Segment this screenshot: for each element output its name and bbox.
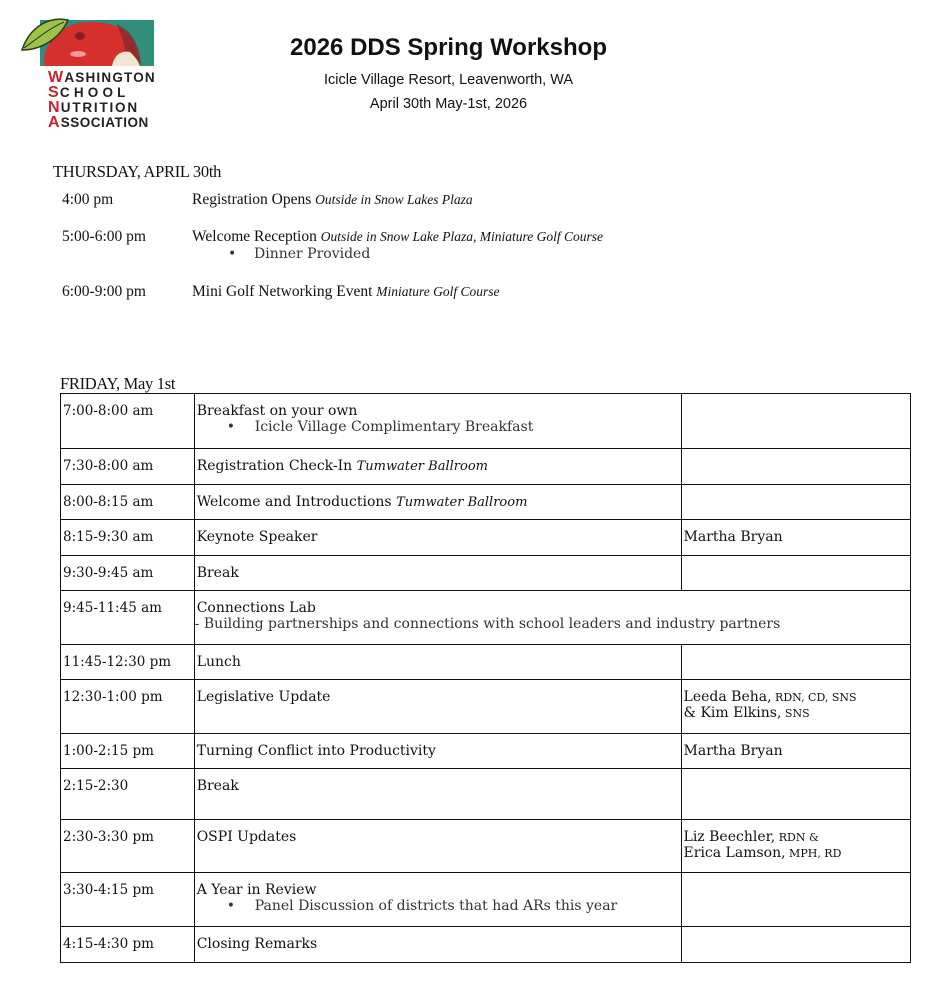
speaker-line xyxy=(684,845,908,861)
event-time: 4:00 pm xyxy=(62,191,114,208)
time-cell: 7:00-8:00 am xyxy=(61,394,195,449)
event-cell xyxy=(194,556,681,591)
table-row xyxy=(61,485,911,520)
logo-cap-letter: S xyxy=(48,84,60,101)
bullet-item xyxy=(228,246,370,262)
event-location: Outside in Snow Lakes Plaza xyxy=(315,192,473,207)
event-description: - Building partnerships and connections with school leaders and industry partners xyxy=(194,616,781,632)
event-title-line xyxy=(192,191,473,209)
event-cell xyxy=(194,394,681,449)
table-row xyxy=(61,769,911,820)
speaker-cell xyxy=(681,520,910,556)
event-title: Welcome Reception xyxy=(192,228,317,245)
event-title: Closing Remarks xyxy=(196,936,318,952)
event-cell xyxy=(194,734,681,769)
event-title: Mini Golf Networking Event xyxy=(192,283,373,300)
page-title: 2026 DDS Spring Workshop xyxy=(290,34,607,61)
table-row xyxy=(61,927,911,963)
friday-schedule-table xyxy=(60,393,911,963)
table-row xyxy=(61,520,911,556)
event-cell xyxy=(194,873,681,927)
speaker-cell xyxy=(681,680,910,734)
logo-word: SSOCIATION xyxy=(60,115,149,130)
table-row xyxy=(61,680,911,734)
table-row xyxy=(61,645,911,680)
event-title: Break xyxy=(196,565,239,581)
speaker-cell xyxy=(681,449,910,485)
event-location: Icicle Village Resort, Leavenworth, WA xyxy=(323,72,574,88)
event-title: Break xyxy=(196,778,239,794)
table-row xyxy=(61,820,911,873)
event-cell xyxy=(194,449,681,485)
speaker-line xyxy=(684,829,908,845)
logo-cap-letter: A xyxy=(48,114,61,131)
speaker-cell xyxy=(681,927,910,963)
event-title-line xyxy=(192,228,603,246)
event-cell xyxy=(194,645,681,680)
time-cell: 2:15-2:30 xyxy=(61,769,195,820)
time-cell: 9:30-9:45 am xyxy=(61,556,195,591)
event-time: 5:00-6:00 pm xyxy=(62,228,146,245)
time-cell: 12:30-1:00 pm xyxy=(61,680,195,734)
logo-cap-letter: W xyxy=(48,69,65,86)
time-cell: 7:30-8:00 am xyxy=(61,449,195,485)
speaker-line xyxy=(684,689,908,705)
event-location: Outside in Snow Lake Plaza, Miniature Golf Course xyxy=(320,229,603,244)
speaker-line xyxy=(684,743,908,759)
speaker-name: Erica Lamson, xyxy=(683,845,786,861)
time-cell: 11:45-12:30 pm xyxy=(61,645,195,680)
bullet-text: Icicle Village Complimentary Breakfast xyxy=(254,419,534,435)
bullet-item xyxy=(197,898,679,914)
bullet-icon: • xyxy=(226,419,235,435)
event-title: Breakfast on your own xyxy=(196,403,358,419)
speaker-cell xyxy=(681,734,910,769)
speaker-credentials: MPH, RD xyxy=(785,847,842,860)
speaker-credentials: RDN, CD, SNS xyxy=(771,691,857,704)
event-title: Lunch xyxy=(196,654,241,670)
speaker-name: Liz Beechler, xyxy=(683,829,776,845)
speaker-credentials: RDN & xyxy=(775,831,819,844)
event-title: Turning Conflict into Productivity xyxy=(196,743,436,759)
event-title: A Year in Review xyxy=(196,882,317,898)
speaker-cell xyxy=(681,485,910,520)
time-cell: 8:15-9:30 am xyxy=(61,520,195,556)
logo-word: CHOOL xyxy=(59,85,130,100)
event-title: Registration Check-In xyxy=(196,458,353,474)
event-cell xyxy=(194,820,681,873)
logo-word: ASHINGTON xyxy=(64,70,156,85)
bullet-icon: • xyxy=(226,898,235,914)
speaker-line xyxy=(684,705,908,721)
table-row xyxy=(61,873,911,927)
speaker-cell xyxy=(681,645,910,680)
time-cell: 2:30-3:30 pm xyxy=(61,820,195,873)
event-location: Tumwater Ballroom xyxy=(356,459,488,474)
time-cell: 3:30-4:15 pm xyxy=(61,873,195,927)
event-title: Registration Opens xyxy=(192,191,312,208)
event-title-line xyxy=(192,283,500,301)
event-title: Legislative Update xyxy=(196,689,331,705)
event-cell xyxy=(194,591,910,645)
event-cell xyxy=(194,927,681,963)
bullet-icon: • xyxy=(228,246,237,262)
event-title: Keynote Speaker xyxy=(196,529,318,545)
logo-cap-letter: N xyxy=(48,99,61,116)
event-cell xyxy=(194,769,681,820)
bullet-text: Panel Discussion of districts that had ARs this year xyxy=(254,898,618,914)
bullet-text: Dinner Provided xyxy=(254,246,371,262)
speaker-cell xyxy=(681,820,910,873)
time-cell: 8:00-8:15 am xyxy=(61,485,195,520)
time-cell: 4:15-4:30 pm xyxy=(61,927,195,963)
table-row xyxy=(61,591,911,645)
speaker-cell xyxy=(681,769,910,820)
event-cell xyxy=(194,485,681,520)
speaker-name: Leeda Beha, xyxy=(683,689,772,705)
table-row xyxy=(61,394,911,449)
logo-word: UTRITION xyxy=(60,100,139,115)
speaker-cell xyxy=(681,394,910,449)
bullet-item xyxy=(197,419,679,435)
speaker-name: Martha Bryan xyxy=(683,743,783,759)
table-row xyxy=(61,449,911,485)
time-cell: 9:45-11:45 am xyxy=(61,591,195,645)
event-time: 6:00-9:00 pm xyxy=(62,283,146,300)
event-title: Connections Lab xyxy=(196,600,316,616)
table-row xyxy=(61,556,911,591)
event-cell xyxy=(194,680,681,734)
event-cell xyxy=(194,520,681,556)
event-location: Miniature Golf Course xyxy=(376,284,500,299)
speaker-name: Martha Bryan xyxy=(683,529,783,545)
event-title: Welcome and Introductions xyxy=(196,494,392,510)
event-location: Tumwater Ballroom xyxy=(396,495,528,510)
speaker-line xyxy=(684,529,908,545)
speaker-cell xyxy=(681,556,910,591)
speaker-credentials: SNS xyxy=(781,707,810,720)
thursday-heading: THURSDAY, APRIL 30th xyxy=(53,162,222,181)
event-dates: April 30th May-1st, 2026 xyxy=(369,96,528,112)
friday-heading: FRIDAY, May 1st xyxy=(60,374,176,393)
table-row xyxy=(61,734,911,769)
speaker-cell xyxy=(681,873,910,927)
time-cell: 1:00-2:15 pm xyxy=(61,734,195,769)
speaker-name: & Kim Elkins, xyxy=(683,705,782,721)
event-title: OSPI Updates xyxy=(196,829,297,845)
